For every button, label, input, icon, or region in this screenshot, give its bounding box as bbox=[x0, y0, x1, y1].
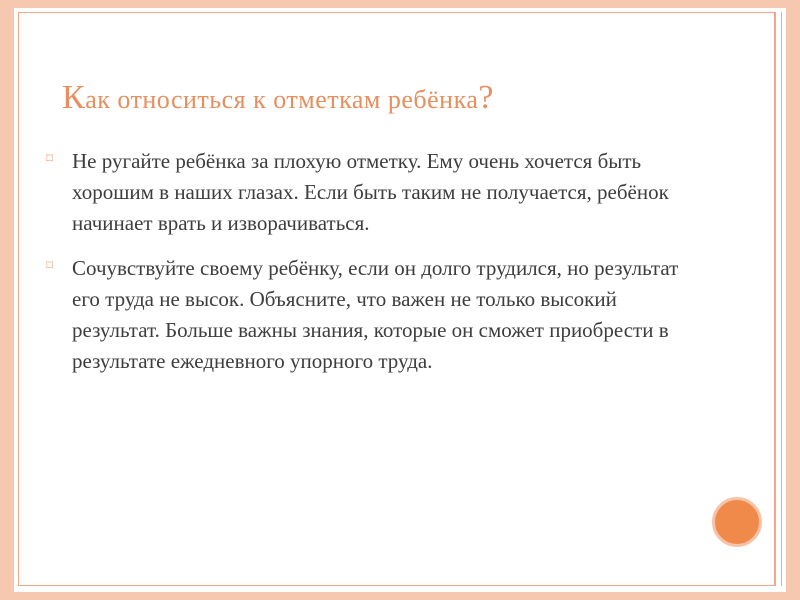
frame-bottom-border bbox=[0, 592, 800, 600]
bullet-list bbox=[44, 146, 684, 391]
title-initial: К bbox=[62, 79, 86, 116]
bullet-text: Не ругайте ребёнка за плохую отметку. Ему очень хочется быть хорошим в наших глазах. Если быть таким не получается, ребёнок начинает врать и изворачиваться. bbox=[72, 149, 669, 235]
list-item bbox=[44, 146, 684, 239]
bullet-mark-icon: ⌑ bbox=[46, 259, 54, 274]
bullet-text: Сочувствуйте своему ребёнку, если он долго трудился, но результат его труда не высок. Объясните, что важен не только высокий результат. Больше важны знания, которые он сможет приобрести в результате ежедневного упорного труда. bbox=[72, 256, 679, 373]
frame-left-border bbox=[0, 0, 14, 600]
list-item bbox=[44, 253, 684, 377]
title-rest: ак относиться к отметкам ребёнка bbox=[85, 85, 479, 114]
decorative-circle-icon bbox=[712, 497, 762, 547]
frame-right-border bbox=[786, 0, 800, 600]
frame-right-strip bbox=[774, 12, 782, 586]
frame-top-border bbox=[0, 0, 800, 8]
bullet-mark-icon: ⌑ bbox=[46, 152, 54, 167]
title-question-mark: ? bbox=[478, 79, 494, 116]
slide-title bbox=[62, 74, 742, 124]
